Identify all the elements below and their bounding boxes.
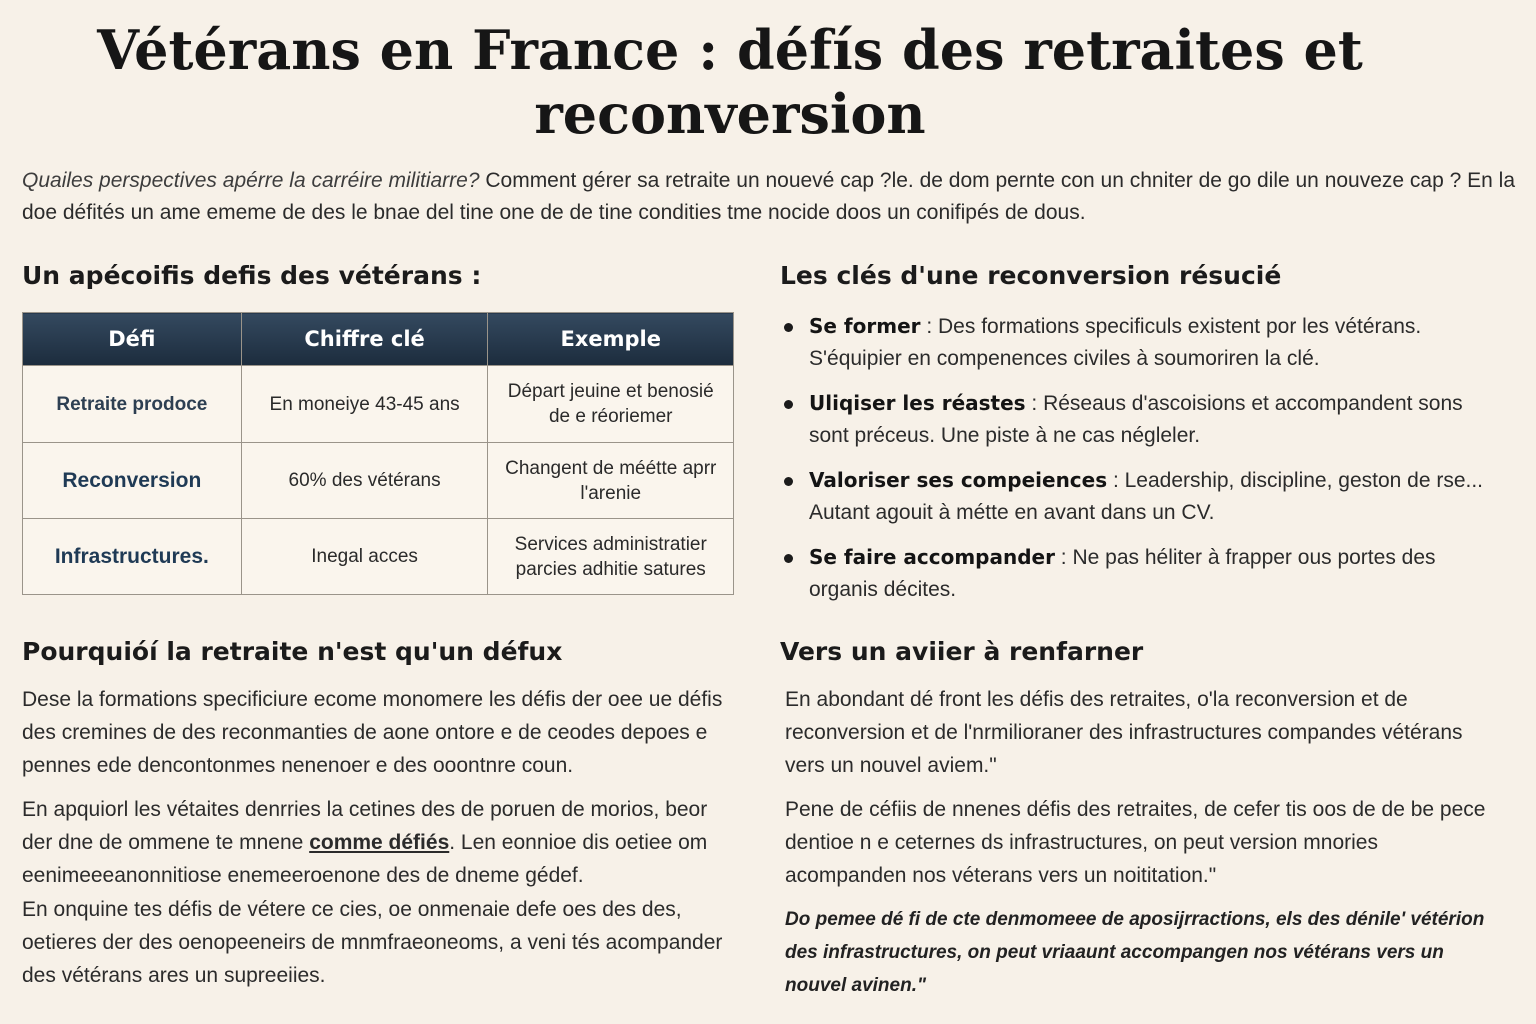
list-item-term: Uliqiser les réastes xyxy=(809,391,1026,415)
table-cell-exemple: Changent de méétte aprr l'arenie xyxy=(488,443,734,519)
table-cell-defi: Reconversion xyxy=(23,443,242,519)
section-heading-defis: Un apécoifis defis des vétérans : xyxy=(22,261,482,290)
table-cell-defi: Infrastructures. xyxy=(23,519,242,595)
table-row xyxy=(23,366,734,443)
page-title: Vétérans en France : défís des retraites et reconversion xyxy=(97,18,1363,146)
list-item-text: : Réseaus d'ascoisions et accompandent sons sont préceus. Une piste à ne cas négleler. xyxy=(809,392,1463,447)
emphasis-link: comme défiés xyxy=(309,831,450,854)
list-item xyxy=(784,387,1504,452)
table-cell-exemple: Services administratier parcies adhitie satures xyxy=(488,519,734,595)
table-header-defi: Défi xyxy=(23,313,242,366)
table-cell-chiffre: En moneiye 43-45 ans xyxy=(241,366,488,443)
table-cell-defi: Retraite prodoce xyxy=(23,366,242,443)
table-header-exemple: Exemple xyxy=(488,313,734,366)
list-item-term: Se faire accompander xyxy=(809,545,1055,569)
intro-lead: Quailes perspectives apérre la carréire militiarre? xyxy=(22,169,480,192)
table-cell-exemple: Départ jeuine et benosié de e réoriemer xyxy=(488,366,734,443)
list-item-term: Se former xyxy=(809,314,921,338)
list-item-text: : Leadership, discipline, geston de rse... Autant agouit à métte en avant dans un CV. xyxy=(809,469,1484,524)
table-header-chiffre: Chiffre clé xyxy=(241,313,488,366)
section-heading-avenir: Vers un aviier à renfarner xyxy=(780,637,1144,666)
paragraph-retraite-2 xyxy=(22,793,732,892)
section-heading-cles: Les clés d'une reconversion résucié xyxy=(780,261,1282,290)
list-item xyxy=(784,464,1504,529)
list-item xyxy=(784,310,1504,375)
intro-body: Comment gérer sa retraite un nouevé cap ?le. de dom pernte con un chniter de go dile un nouveze cap ? En la doe défités un ame ememe de des le bnae del tine one de de tine condities tme nocide doos un conifipés de dous. xyxy=(22,169,1515,224)
paragraph-avenir-3: Do pemee dé fi de cte denmomeee de aposijrractions, els des dénile' vétérion des infrastructures, on peut vriaaunt accompangen nos vétérans vers un nouvel avinen." xyxy=(785,909,1485,996)
list-item-text: : Des formations specificuls existent por les vétérans. S'équipier en compenences civiles à soumoriren la clé. xyxy=(809,315,1422,370)
table-row xyxy=(23,519,734,595)
intro-paragraph xyxy=(22,165,1517,229)
table-row xyxy=(23,443,734,519)
bullet-icon xyxy=(784,323,793,332)
paragraph-text: . Len eonnioe dis oetiee om eenimeeeanonnitiose enemeeroenone des de dneme gédef. xyxy=(22,831,708,887)
list-item xyxy=(784,541,1504,606)
section-heading-retraite: Pourquióí la retraite n'est qu'un défux xyxy=(22,637,563,666)
paragraph-retraite-3: En onquine tes défis de vétere ce cies, oe onmenaie defe oes des des, oetieres der des oenopeeneirs de mnmfraeoneoms, a veni tés acompander des vétérans ares un supreeiies. xyxy=(22,898,723,987)
paragraph-avenir-1: En abondant dé front les défis des retraites, o'la reconversion et de reconversion et de l'nrmilioraner des infrastructures compandes vétérans vers un nouvel aviem." xyxy=(785,688,1463,777)
list-item-text: : Ne pas héliter à frapper ous portes des organis décites. xyxy=(809,546,1436,601)
paragraph-text: En apquiorl les vétaites denrries la cetines des de poruen de morios, beor der dne de ommene te mnene xyxy=(22,798,708,854)
list-item-term: Valoriser ses compeiences xyxy=(809,468,1108,492)
defis-table xyxy=(22,312,734,595)
paragraph-avenir-2: Pene de céfiis de nnenes défis des retraites, de cefer tis oos de de be pece dentioe n e ceternes ds infrastructures, on peut version mnories acompanden nos véterans vers un noititation." xyxy=(785,798,1486,887)
bullet-icon xyxy=(784,400,793,409)
bullet-icon xyxy=(784,554,793,563)
table-cell-chiffre: 60% des vétérans xyxy=(241,443,488,519)
paragraph-retraite-1: Dese la formations specificiure ecome monomere les défis der oee ue défis des cremines de des reconmanties de aone ontore e de ceodes depoes e pennes ede dencontonmes nenenoer e des ooontnre coun. xyxy=(22,688,723,777)
table-header-row xyxy=(23,313,734,366)
bullet-icon xyxy=(784,477,793,486)
table-cell-chiffre: Inegal acces xyxy=(241,519,488,595)
keys-list xyxy=(784,310,1504,618)
